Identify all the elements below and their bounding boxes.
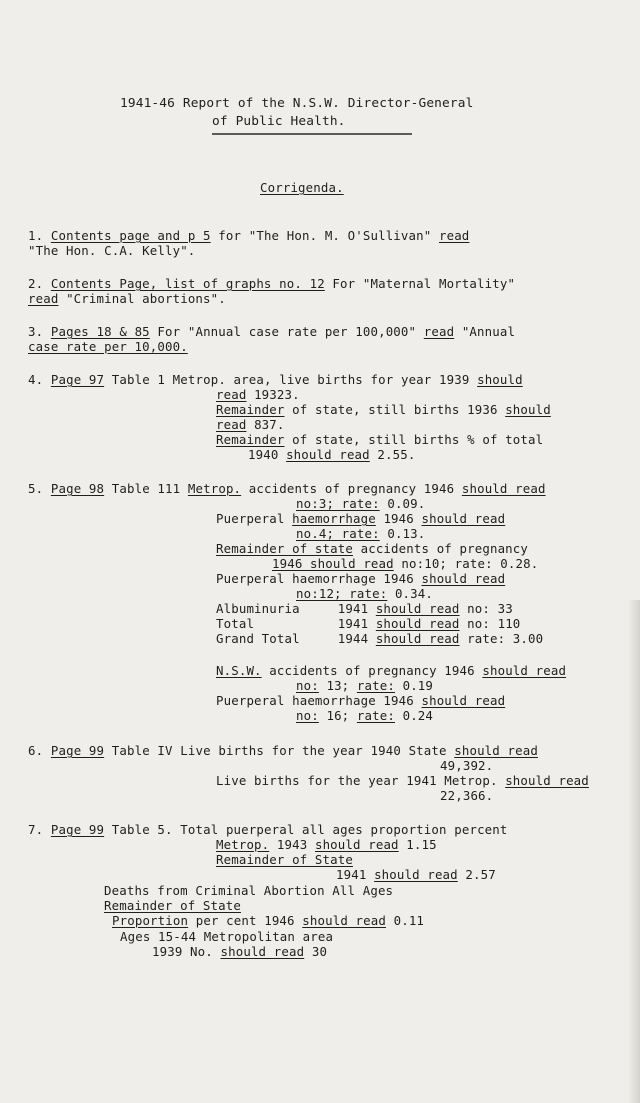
item-reference: Page 99 [50, 743, 105, 758]
item-6-line: Live births for the year 1941 Metrop. should read [216, 773, 589, 788]
item-2-line-1 [28, 276, 515, 291]
item-number: 3. [28, 324, 44, 339]
item-5-line: no:12; rate: 0.34. [296, 586, 433, 601]
item-table: Table 1 [111, 372, 166, 387]
item-3-line-1 [28, 324, 515, 339]
item-text: For "Maternal Mortality" [324, 276, 516, 291]
read-keyword: read [423, 324, 455, 339]
item-reference: Page 99 [50, 822, 105, 837]
item-table: Table IV [111, 743, 173, 758]
item-4-line-1 [28, 372, 523, 387]
item-text: For "Annual case rate per 100,000" [149, 324, 424, 339]
item-7-line-1: 7. Page 99 Table 5. Total puerperal all ages proportion percent [28, 822, 508, 837]
item-text: "Annual [454, 324, 516, 339]
item-5-line: no:3; rate: 0.09. [296, 496, 426, 511]
item-reference: Page 97 [50, 372, 105, 387]
report-title-line-1: 1941-46 Report of the N.S.W. Director-General [120, 96, 474, 111]
item-number: 1. [28, 228, 44, 243]
item-5-line: N.S.W. accidents of pregnancy 1946 should read [216, 663, 567, 678]
item-4-line: read 837. [216, 417, 285, 432]
item-6-line: 49,392. [440, 758, 494, 773]
item-6-line: 22,366. [440, 788, 494, 803]
item-5-line: no: 13; rate: 0.19 [296, 678, 434, 693]
item-5-line-1: 5. Page 98 Table 111 Metrop. accidents of pregnancy 1946 should read [28, 481, 546, 496]
title-underline [212, 133, 412, 135]
read-keyword: read [438, 228, 470, 243]
item-2-line-2 [28, 291, 226, 306]
item-7-line: Proportion per cent 1946 should read 0.11 [112, 913, 425, 928]
read-keyword: read [28, 291, 59, 306]
item-3-line-2: case rate per 10,000. [28, 339, 188, 354]
item-7-line: Remainder of State [216, 852, 353, 867]
item-table: Table 5. [111, 822, 173, 837]
item-4-line: Remainder of state, still births % of total [216, 432, 544, 447]
item-reference: Pages 18 & 85 [50, 324, 150, 339]
item-number: 2. [28, 276, 44, 291]
item-1-line-1 [28, 228, 469, 243]
item-5-line: Puerperal haemorrhage 1946 should read [216, 511, 506, 526]
item-7-line: Deaths from Criminal Abortion All Ages [104, 883, 394, 898]
item-table: Table 111 [111, 481, 181, 496]
item-number: 6. [28, 743, 44, 758]
item-5-line: Puerperal haemorrhage 1946 should read [216, 571, 506, 586]
item-5-line: 1946 should read no:10; rate: 0.28. [272, 556, 539, 571]
item-5-line: Albuminuria 1941 should read no: 33 [216, 601, 513, 616]
item-6-line-1: 6. Page 99 Table IV Live births for the year 1940 State should read [28, 743, 538, 758]
item-5-line: Puerperal haemorrhage 1946 should read [216, 693, 506, 708]
page-edge-shadow [628, 600, 640, 1103]
item-7-line: 1941 should read 2.57 [336, 867, 496, 882]
item-text: for "The Hon. M. O'Sullivan" [210, 228, 439, 243]
item-1-line-2: "The Hon. C.A. Kelly". [28, 243, 196, 258]
report-title-line-2: of Public Health. [212, 114, 346, 129]
item-5-line: no.4; rate: 0.13. [296, 526, 426, 541]
item-4-line: read 19323. [216, 387, 300, 402]
item-number: 5. [28, 481, 44, 496]
item-4-line: Remainder of state, still births 1936 should [216, 402, 551, 417]
item-number: 4. [28, 372, 44, 387]
item-line: Metrop. area, live births for year 1939 should [172, 372, 523, 387]
item-7-line: Remainder of State [104, 898, 241, 913]
item-5-line: Grand Total 1944 should read rate: 3.00 [216, 631, 544, 646]
item-reference: Page 98 [50, 481, 105, 496]
item-number: 7. [28, 822, 44, 837]
corrigenda-heading: Corrigenda. [260, 180, 344, 195]
item-7-line: 1939 No. should read 30 [152, 944, 328, 959]
item-reference: Contents page and p 5 [50, 228, 211, 243]
item-5-line: no: 16; rate: 0.24 [296, 708, 434, 723]
item-7-line: Ages 15-44 Metropolitan area [120, 929, 334, 944]
item-5-line: Remainder of state accidents of pregnancy [216, 541, 529, 556]
item-reference: Contents Page, list of graphs no. 12 [50, 276, 325, 291]
item-7-line: Metrop. 1943 should read 1.15 [216, 837, 437, 852]
item-4-line: 1940 should read 2.55. [248, 447, 416, 462]
item-text: "Criminal abortions". [58, 291, 226, 306]
item-5-line: Total 1941 should read no: 110 [216, 616, 521, 631]
